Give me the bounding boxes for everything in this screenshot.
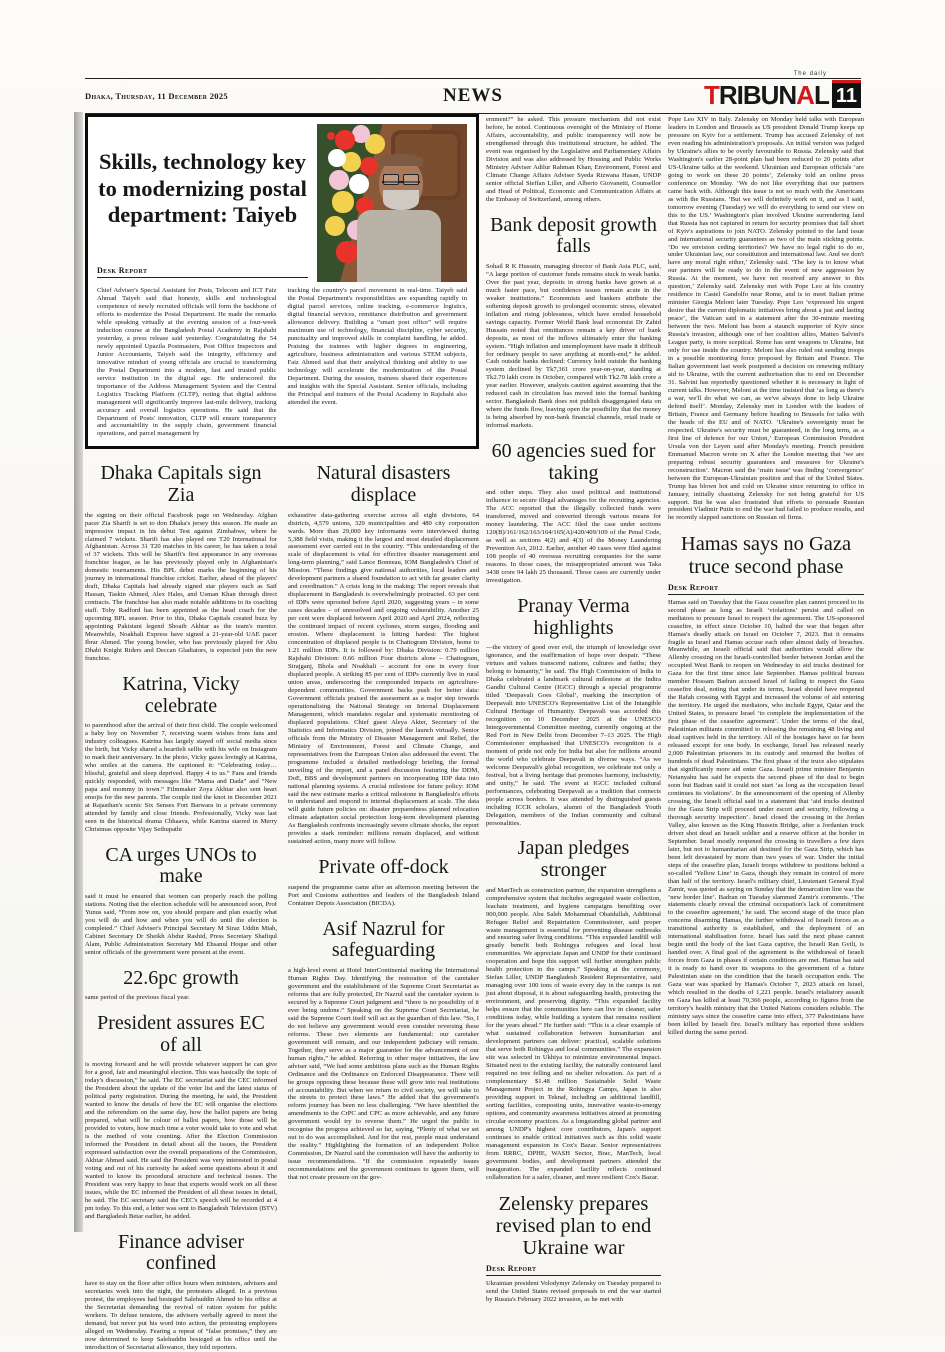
left-column-group: [85, 114, 479, 1352]
column-2: [288, 452, 479, 1351]
body-growth: same period of the previous fiscal year.: [85, 994, 190, 1002]
sub-columns: [85, 452, 479, 1351]
article-katrina-vicky: [85, 674, 277, 834]
article-private-offdock: [288, 857, 479, 908]
body-dhaka-capitals: the signing on their official Facebook page on Wednesday. Afghan pacer Zia Sharifi is set to don Dhaka's jersey this season. He made an impressive impact in his debut Test against Zimbabwe, where he claimed 7 wickets. Sharifi has also played one T20 International for Afghanistan. Across 31 T20 matches in his career, he has taken a total of 37 wickets. This will be Sharifi's first appearance in any overseas franchise league, as he has previously played only in Afghanistan's domestic tournaments. His BPL debut marks the beginning of his journey in international franchise cricket. Earlier, ahead of the players' draft, Dhaka Capitals had already signed star players such as Saif Hassan, Taskin Ahmed, Alex Hales, and Usman Khan through direct contracts. The franchise has also made notable additions to its coaching staff. Toby Radford has been appointed as the head coach for the upcoming BPL season. Prior to this, Dhaka Capitals created buzz by appointing Pakistani legend Shoaib Akhtar as the team's mentor. Meanwhile, Noakhali Express have signed a 21-year-old UAE pacer Ibrar Ahmed. The young bowler, who has previously played for Abu Dhabi Knight Riders and Deccan Gladiators, is expected join the new franchise.: [85, 511, 277, 663]
headline-natural-disasters: Natural disasters displace: [316, 462, 451, 506]
byline-desk-report-hamas: Desk Report: [668, 583, 864, 595]
column-3: [486, 114, 661, 1352]
brand-letter-t: T: [703, 80, 719, 110]
article-hamas-gaza: [668, 533, 864, 1037]
headline-private-offdock: Private off-dock: [318, 856, 449, 879]
date-line: Dhaka, Thursday, 11 December 2025: [85, 91, 228, 101]
headline-pranay-verma: Pranay Verma highlights: [517, 595, 630, 639]
headline-katrina-vicky: Katrina, Vicky celebrate: [122, 673, 240, 717]
headline-japan-pledges: Japan pledges stronger: [517, 837, 630, 882]
brand-tagline: The daily: [793, 71, 827, 77]
brand-logo: [621, 71, 861, 110]
article-japan-pledges: [486, 838, 661, 1181]
body-ca-unos: said it must be ensured that women can properly reach the polling stations. Noting that the election schedule will be announced soon, Prof Yunus said, “From now on, you should prepare and plan exactly what you will do and how and when you will do until the election is completed.” Chief Adviser's Principal Secretary M Siraz Uddin Miah, Cabinet Secretary Dr Sheikh Abdur Rashid, Press Secretary Shafiqul Alam, Public Administration Secretary Md Ehsanul Hoque and other senior officials of the government were present at the event.: [85, 892, 277, 956]
article-zelensky: [486, 1193, 661, 1304]
body-pranay-verma: —the victory of good over evil, the triumph of knowledge over ignorance, and the reaffirmation of hope over despair. “These virtues and values transcend nations, cultures and faiths; they belong to humanity,” he said. The High Commission of India in Dhaka celebrated a landmark cultural milestone at the Indira Gandhi Cultural Centre (IGCC) through a special programme titled ‘Deepavali Goes Global’, marking the inscription of Deepavali into UNESCO's Representative List of the Intangible Cultural Heritage of Humanity. Deepavali was accorded this recognition on 10 December 2025 at the UNESCO Intergovernmental Committee meeting, currently ongoing at the Red Fort in New Delhi from December 7–13 2025. The High Commissioner emphasised that UNESCO's recognition is a moment of pride not only for India but also for millions around the world who celebrate Deepavali in diverse ways. “As we welcome Deepavali's global recognition, we celebrate not only a festival, but a living heritage that promotes harmony, inclusivity, and unity,” he said. The event at IGCC included cultural performances, celebrating Deepavali as a tradition that connects people across borders. It was attended by distinguished guests including ICCR scholars, alumni of the Bangladesh Youth Delegation, members of the Indian community and cultural personalities.: [486, 644, 661, 827]
jump-asif-nazrul-continuation: ernment?” he asked. This pressure mechanism did not exist before, he noted. Continuous oversight of the Ministry of Home Affairs, accountability, and public transparency will now be strengthened through this institutional structure, he added. The event was organised by the Legislative and Parliamentary Affairs Division and was also addressed by Housing and Public Works Ministry Adviser Adilur Rahman Khan, Environment, Forest and Climate Change Affairs Adviser Syeda Rizwana Hasan, UNDP senior official Steffan Liller, and Alberto Giovanetti, Counsellor and Head of Political, Economic and Communication Affairs at the Embassy of Switzerland, among others.: [486, 116, 661, 203]
scan-edge-shadow: [74, 112, 83, 1232]
body-finance-adviser: have to stay on the floor after office hours when ministers, advisers and secretaries work into the night, the protesters alleged. In a previous protest, the employees had besieged Salehuddin Ahmed to his office at the Secretariat demanding the revival of ration system for public workers. To defuse tensions, the advisers verbally agreed to meet the demand, but never put his word into action, the protesting employees alleged on Wednesday. Fearing a repeat of “false promises,” they are now determined to keep Salehuddin besieged at his office until the introduction of Secretariat allowance, they told reporters.: [85, 1280, 277, 1351]
body-japan-pledges: and ManTech as construction partner, the expansion strengthens a comprehensive system that includes segregated waste collection, leachate treatment, and hygiene campaigns benefiting over 900,000 people. Abu Saleh Mohammad Obaidullah, Additional Refugee Relief and Repatriation Commissioner, said proper waste management is essential for preventing disease outbreaks and ensuring safer living conditions. “This expanded landfill will greatly benefit both Rohingya refugees and local host communities. We appreciate Japan and UNDP for their continued cooperation and hope this support will further strengthen public health protection in the camps.” Speaking at the ceremony, Stefan Liller, UNDP Bangladesh Resident Representative, said managing over 100 tons of waste every day in the camps is not just about disposal, it is about safeguarding health, protecting the environment, and preserving dignity. “This expanded facility helps ensure that the communities here can live in cleaner, safer conditions today, while building a system that remains resilient for the years ahead.” He further said: “This is a clear example of what sustained collaboration between humanitarian and development partners can deliver: practical, scalable solutions that serve both Rohingya and local communities.” The expansion site was selected in Ukhiya to minimize environmental impact. Situated next to the existing facility, the naturally contoured land required no tree felling and no shelter relocation. As part of a complementary $1.48 million Sustainable Solid Waste Management Project in the Rohingya Camps, Japan is also providing support in Teknaf, including an additional landfill, sorting facilities, composting units, innovative waste-to-energy options, and community awareness initiatives aimed at promoting circular economy practices. As a longstanding global partner and among UNDP's highest core contributors, Japan's support continues to enable critical initiatives such as this solid waste management expansion in Cox's Bazar. Senior representatives from RRRC, DPHE, WASH Sector, Brac, ManTech, local government bodies, and development partners attended the inauguration. The expanded facility reflects continued collaboration for a safer, cleaner, and more resilient Cox's Bazar.: [486, 886, 662, 1181]
brand-letters-mid: RIBUN: [718, 80, 797, 110]
article-60-agencies: [486, 441, 661, 585]
headline-hamas-gaza: Hamas says no Gaza truce second phase: [680, 533, 852, 578]
body-natural-disasters: exhaustive data-gathering exercise across all eight divisions, 64 districts, 4,579 unions, 329 municipalities and 480 city corporation wards. More than 29,000 key informants were interviewed during 5,388 field visits, making it the largest and most detailed displacement assessment ever carried out in the country. “This understanding of the scale of displacement is vital for effective disaster management and long-term planning,” said Lance Bonneau, IOM Bangladesh's Chief of Mission. “These findings give national authorities, local leaders and development partners a shared foundation to act with far greater clarity and coordination.” A crisis long in the making: The report reveals that displacement in Bangladesh is overwhelmingly protracted. 63 per cent of IDPs were uprooted before April 2020, suggesting years – in some cases decades – of unresolved and ongoing vulnerability. Another 25 per cent were displaced between April 2020 and April 2024, reflecting the continued impact of recent cyclones, storm surges, flooding and erosion. Where displacement is hitting hardest: The highest concentration of displaced people is in Chattogram Division, home to 1.21 million IDPs. It is followed by: Dhaka Division: 0.79 million Rajshahi Division: 0.66 million Four districts alone – Chattogram, Sirajganj, Bhola and Noakhali – account for one in every four displaced people. A striking 85 per cent of IDPs currently live in rural union areas, underscoring the compounded impacts on agriculture-dependent communities. Government backs push for better data: Government officials praised the assessment as a major step towards operationalising the National Strategy on Internal Displacement Management, which mandates regular and systematic monitoring of displaced populations. Chief guest Aleya Akter, Secretary of the Statistics and Informatics Division, joined the launch virtually. Senior officials from the Ministry of Disaster Management and Relief, the Ministry of Environment, Forest and Climate Change, and representatives from the European Union also addressed the event. The programme included a detailed methodology briefing, the formal unveiling of the report, and a panel discussion featuring the DDM, DoE, BBS and development partners on incorporating IDP data into national planning systems. A crucial milestone for future policy: IOM said the new estimate marks a critical milestone in Bangladesh's efforts to understand and respond to internal displacement at scale. The data will guide future policies on: disaster preparedness planned relocation climate adaptation social protection long-term development planning As Bangladesh confronts increasingly severe climate shocks, the report provides a stark reminder: millions remain displaced, and without sustained action, many more will follow.: [288, 511, 479, 846]
lead-article-top: [97, 124, 467, 282]
body-katrina-vicky: to parenthood after the arrival of their first child. The couple welcomed a baby boy on November 7, receiving warm wishes from fans and industry colleagues. Katrina has largely stayed off social media since the birth, but Vicky shared a heartfelt selfie with his wife on Instagram to mark their anniversary. In the photo, Vicky gazes lovingly at Katrina, who smiles at the camera. He captioned it: “Celebrating today… blissful, grateful and sleep deprived. Happy 4 to us.” Fans and friends quickly responded, with messages like “Mama and Dada” and “New papa and mommy in town.” Filmmaker Zoya Akhtar also sent heart emojis for the new parents. The couple tied the knot in December 2021 at Rajasthan's scenic Six Senses Fort Barwara in a private ceremony attended by family and close friends. Professionally, Vicky was last seen in the historical drama Chhaava, while Katrina starred in Merry Christmas opposite Vijay Sethupathi: [85, 722, 277, 833]
lead-headline: Skills, technology key to modernizing postal department: Taiyeb: [98, 149, 307, 228]
headline-ca-unos: CA urges UNOs to make: [105, 843, 257, 888]
person-hair: [379, 154, 423, 166]
person-shirt: [357, 210, 441, 282]
page-number-badge: 11: [832, 80, 861, 108]
headline-bank-deposit: Bank deposit growth falls: [490, 213, 657, 258]
headline-president-ec: President assures EC of all: [97, 1012, 265, 1056]
column-1: [85, 452, 277, 1351]
body-private-offdock: suspend the programme came after an afternoon meeting between the Port and Customs authorities and leaders of the Bangladesh Inland Container Depots Association (BICDA).: [288, 883, 479, 907]
brand-letter-a: A: [796, 80, 814, 110]
headline-dhaka-capitals: Dhaka Capitals sign Zia: [100, 462, 262, 506]
lead-article-body: [97, 287, 467, 438]
brand-wordmark: [704, 82, 829, 108]
brand-letter-l: L: [813, 80, 829, 110]
body-bank-deposit: Sohail R K Hussain, managing director of Bank Asia PLC, said, “A large portion of customer funds remains stuck in weak banks. Over the past year, deposits in strong banks have grown at a much faster pace, but confidence issues remain acute in the weaker institutions.” Economists and bankers attribute the softening deposit growth to prolonged economic stress, elevated inflation and rising joblessness, which have eroded household savings capacity. Former World Bank lead economist Dr Zahid Hussain noted that remittances remain a key driver of bank deposits, as most of the inflows ultimately enter the banking system. “High inflation and unemployment have made it difficult for ordinary people to save anything at month-end,” he added. Cash outside banks declined: Currency held outside the banking system declined by Tk7,361 crore year-on-year, standing at Tk2.70 lakh crore in October, compared with Tk2.78 lakh crore a year earlier. However, analysts caution against assuming that the reduced cash in circulation has moved into the formal banking sector. Bangladesh Bank does not publish disaggregated data on where the funds flow, leaving open the possibility that the money is being absorbed by non-bank financial channels, retail trade or informal markets.: [486, 262, 661, 430]
jump-zelensky-continuation: Pope Leo XIV in Italy. Zelensky on Monday held talks with European leaders in London and Brussels as US president Donald Trump keeps up pressure on Kyiv for a settlement. Trump has accused Zelensky of not even reading his administration's proposals. An initial version was judged by Ukraine's allies to be overly favourable to Russia. Zelensky said that Washington's earlier 28-point plan had been reduced to 20 points after US-Ukraine talks at the weekend. Ukrainian and European officials ‘are going to work on these 20 points’, Zelensky told an online press conference on Monday. ‘We do not like everything that our partners came back with. Although this issue is not so much with the Americans as with the Russians. ‘But we will definitely work on it, and as I said, tomorrow evening (Tuesday) we will do everything to send our view on this to the US.’ Washington's plan involved Ukraine surrendering land that Russia has not captured in return for security promises that fall short of Kyiv's aspirations to join NATO. Zelensky pointed to the land issue and international security guarantees as two of the main sticking points. ‘Do we envision ceding territories? We have no legal right to do so, under Ukrainian law, our constitution and international law. And we don't have any moral right either,’ Zelensky said. ‘The key is to know what our partners will be ready to do in the event of new aggression by Russia. At the moment, we have not received any answer to this question,’ Zelensky said. Zelensky met with Pope Leo at his country residence in Castel Gandolfo near Rome, and is to meet Italian prime minister Giorgia Meloni later Tuesday. Pope Leo ‘expressed his urgent desire that the current diplomatic initiatives bring about a just and lasting peace’, the Vatican said in a statement after the 30-minute meeting between the two. Meloni has been a staunch supporter of Kyiv since Russia's invasion, although one of her coalition allies, Matteo Salvini's League party, is more sceptical. Rome has sent weapons to Ukraine, but only for use inside the country. Meloni has also ruled out sending troops in a possible monitoring force proposed by Britain and France. The Italian government last week postponed a decision on renewing military aid to Ukraine, with the current authorisation due to end on December 31. Salvini has reportedly questioned whether it is necessary in light of current talks. However, Meloni at the time insisted that ‘as long as there's a war, we'll do what we can, as we've always done to help Ukraine defend itself’. Monday, Zelensky met in London with the leaders of Britain, France and Germany before heading to Brussels for talks with the heads of the EU and of NATO. ‘Ukraine's sovereignty must be respected. Ukraine's security must be guaranteed, in the long term, as a first line of defence for our Union,’ European Commission President Ursula von der Leyen said after Monday's meeting. French president Emmanuel Macron wrote on X after the London meeting that ‘we are preparing robust security guarantees and measures for Ukraine's reconstruction’. Macron said the ‘main issue’ was finding ‘convergence’ between the European-Ukrainian position and that of the United States. Trump has blown hot and cold on Ukraine since returning to office in January, initially chastising Zelensky for not being grateful for US support. But he was also frustrated that efforts to persuade Russian president Vladimir Putin to end the war had failed to produce results, and he recently slapped sanctions on Russian oil firms.: [668, 116, 865, 522]
headline-growth: 22.6pc growth: [123, 966, 239, 989]
headline-finance-adviser: Finance adviser confined: [117, 1230, 245, 1275]
person-beard: [383, 190, 419, 210]
article-pranay-verma: [486, 596, 661, 827]
body-hamas-gaza: Hamas said on Tuesday that the Gaza ceasefire plan cannot proceed to its second phase as long as Israeli ‘violations’ persist and called on mediators to pressure Israel to respect the agreement. The US-sponsored ceasefire, in effect since October 10, halted the war that began after Hamas's deadly attack on Israel on October 7, 2023. But it remains fragile as Israel and Hamas accuse each other almost daily of breaches. Meanwhile, an Israeli official said that authorities would allow the Allenby crossing on the Israeli-controlled border between Jordan and the occupied West Bank to reopen on Wednesday to aid trucks destined for Gaza for the first time since late September. Hamas political bureau member Hossam Badran accused Israel of failing to respect the Gaza ceasefire deal, noting that under its terms, Israel should have reopened the Rafah crossing with Egypt and increased the volume of aid entering the territory. He urged the mediators, who include Egypt, Qatar and the United States, to pressure Israel ‘to complete the implementation of the first phase of the ceasefire agreement’. Under the terms of the deal, Palestinian militants committed to releasing the remaining 48 living and dead captives held in the territory. All of the hostages have so far been released except for one body. In exchange, Israel has released nearly 2,000 Palestinian prisoners in its custody and returned the bodies of hundreds of dead Palestinians. The first phase of the truce also stipulates that significantly more aid enter Gaza. Israeli prime minister Benjamin Netanyahu has said he expects the second phase of the deal to begin soon but Badran said it could not start ‘as long as the occupation Israel continues its violations’. In the announcement of the opening of Allenby crossing, the Israeli official said in a statement that ‘aid trucks destined for the Gaza Strip will proceed under escort and security, following a thorough security inspection’. Israel closed the crossing in the Jordan Valley, also known as the King Hussein Bridge, after a Jordanian truck driver shot dead an Israeli soldier and a reserve officer at the border in September. Israel mostly reopened the crossing to travellers a few days later, but not to humanitarian aid destined for the Gaza Strip, which has been left devastated by more than two years of war. Under the initial steps of the ceasefire plan, Israeli troops withdrew to positions behind a so-called ‘Yellow Line’ in Gaza, though they remain in control of more than half of the territory. Israel's military chief, Lieutenant General Eyal Zamir, was quoted as saying on Sunday that the demarcation line was the ‘new border line’. Badran on Tuesday slammed Zamir's comments. ‘The statements clearly reveal the criminal occupation's lack of commitment to the ceasefire agreement,’ he said. The second stage of the truce plan concerns disarming Hamas, the further withdrawal of Israeli forces as a transitional authority is established, and the deployment of an international stabilisation force. Israel has said the next phase cannot begin until the body of the last Gaza captive, the Israeli Ran Gvili, is handed over. A final goal of the agreement is the withdrawal of Israeli forces from Gaza in phases if certain conditions are met. Hamas has said it is ready to hand over its weapons to the government of a future Palestinian state on the condition that the Israeli occupation ends. The Gaza war was sparked by Hamas's October 7, 2023 attack on Israel, which resulted in the deaths of 1,221 people. Israel's retaliatory assault on Gaza has killed at least 70,366 people, according to figures from the territory's health ministry that the United Nations considers reliable. The ministry says since the ceasefire came into effect, 377 Palestinians have been killed by Israeli fire. Israel's military has reported three soldiers killed during the same period.: [668, 598, 864, 1036]
article-natural-disasters: [288, 463, 479, 846]
headline-zelensky: Zelensky prepares revised plan to end Ukraine war: [495, 1192, 652, 1259]
lead-body-col1: Chief Adviser's Special Assistant for Posts, Telecom and ICT Faiz Ahmad Taiyeb said that honesty, skills and technological competence of newly recruited officials will form the backbone of efforts to modernize the Postal Department. He made the remarks while speaking virtually at the evening session of a four-week induction course at the Bangladesh Postal Academy in Rajshahi yesterday, a press release said yesterday. Congratulating the 54 newly appointed Upazila Postmasters, Post Office Inspectors and Junior Accountants, Taiyeb said the integrity, efficiency and innovative mindset of young officials are crucial to transforming the Postal Department into a modern, fast and trusted public service institution in the digital age. He underscored the importance of the Address Management System and the Central Logistics Tracking Platform (CLTP), noting that digital address management will significantly improve last-mile delivery, tracking accuracy and overall logistics operations. He said that the Department of Posts' innovation, CLTP will ensure transparency and accountability in the supply chain, government financial operations, and parcel management by: [97, 287, 277, 438]
article-postal-modernization: [85, 114, 479, 449]
article-dhaka-capitals: [85, 463, 277, 663]
glasses-icon: [382, 174, 420, 183]
photo-taiyeb: [317, 124, 467, 282]
article-bank-deposit: [486, 215, 661, 431]
lead-body-col2: tracking the country's parcel movement in real-time. Taiyeb said the Postal Department's responsibilities are expanding rapidly in digital parcel services, online tracking, e-commerce logistics, digital financial services, remittance distribution and government allowance delivery. Building a “smart post office” will require maximum use of technology, financial discipline, cyber security, punctuality and improved skills in complaint handling, he added. Praising the trainees with higher degrees in engineering, agriculture, business administration and various STEM subjects, Faiz Ahmed said that their analytical thinking and ability to use technology will accelerate the modernization of the Postal Department. During the session, trainees shared their experiences and insights with the Special Assistant. Senior officials, including the Principal and trainers of the Postal Academy in Rajshahi also attended the event.: [287, 287, 467, 406]
article-ca-unos: [85, 845, 277, 957]
lead-article-head: [97, 124, 308, 282]
column-4: [668, 114, 864, 1352]
article-asif-nazrul: [288, 919, 479, 1182]
body-president-ec: is moving forward and he will provide whatever support he can give for a good, fair and meaningful election. This was basically the topic of today's discussion,” he said. The EC secretariat said the CEC informed the President about the update of the voter list and the latest status of political party registration. During the meeting, he said, the President wanted to know the details of how the EC will organise the elections and the referendum on the same day, how the ballot papers are being prepared, what will be colour of ballot papers, how those will be provided to voters, how much time a voter would take to vote and what is the method of vote counting. After the Election Commission informed the President in detail about all the issues, the President expressed satisfaction over the overall preparations of the Commission, Akhtar Ahmed said. He said the President was very interested in postal voting and out of his curiosity he asked some questions about it and wanted to know its procedural structure and technical issues. The President was very happy to hear that experts would work on all these issues, while the EC informed the President of all these issues in detail, he said. The EC secretary said the CEC's speech will be recorded at 4 pm today. To this end, a letter was sent to Bangladesh Television (BTV) and Bangladesh Betar earlier, he added.: [85, 1061, 277, 1220]
byline-desk-report: Desk Report: [97, 266, 308, 278]
section-title: NEWS: [443, 85, 503, 106]
body-asif-nazrul: a high-level event at Hotel InterContinental marking the International Human Rights Day. Identifying the restoration of the caretaker government and the establishment of the Supreme Court Secretariat as reforms that are fully protected, Dr Nazrul said the caretaker system is secured by a Supreme Court judgment and “there is no possibility of it ever being undone.” Speaking on the Supreme Court Secretariat, he said the Supreme Court itself will act as the guardian of this law. “So, I do not believe any government would even consider reversing these reforms. These two elements are fundamental: our caretaker government will remain, and our independent judiciary will remain. Together, they serve as a major guarantee for the advancement of our human rights,” he added. Referring to other major initiatives, the law adviser said, “We had some ambitious plans such as the Human Rights Ordinance and the Ordinance on Enforced Disappearance. There will be groups opposing these because these will grow into real institutions of accountability. But when we return to civil society, we will take to the streets to protect these laws.” He added that the government's reform journey has been no less challenging. “We have identified the amendments to the CrPC and CPC as more achievable, and any future government would try to reverse them.” He urged the public to recognise the progress achieved so far, saying, “Plenty of what we set out to do was accomplished. And for the rest, people must understand the reality.” Highlighting the formation of an independent Police Commission, Dr Nazrul said the commission will have the authority to issue recommendations. “If the commission repeatedly issues recommendations and the government continues to ignore them, will that not create pressure on the gov-: [288, 966, 479, 1182]
headline-60-agencies: 60 agencies sued for taking: [491, 440, 656, 484]
body-zelensky-start: Ukrainian president Volodymyr Zelensky on Tuesday prepared to send the United States revised proposals to end the war started by Russia's February 2022 invasion, as he met with: [486, 1279, 661, 1303]
article-president-ec: [85, 1013, 277, 1221]
article-finance-adviser: [85, 1232, 277, 1352]
page-content: [85, 114, 863, 1352]
byline-desk-report-zelensky: Desk Report: [486, 1264, 661, 1276]
headline-asif-nazrul: Asif Nazrul for safeguarding: [322, 917, 445, 962]
masthead: [85, 71, 861, 114]
article-growth: [85, 968, 277, 1003]
flowers-decoration: [327, 132, 335, 140]
body-60-agencies: and other steps. They also used political and institutional influence to secure illegal advantages for the recruiting agencies. The ACC reported that the illegally collected funds were transferred, moved and converted through various means for money laundering. The ACC filed the case under sections 120(B)/161/162/163/164/165(A)/420/409/109 of the Penal Code, as well as sections 4(2) and 4(3) of the Money Laundering Prevention Act, 2012. Earlier, another 40 cases were filed against 108 people of 40 overseas recruiting companies for the same reasons. In those cases, the misappropriated amount was Taka 3438 crore 94 lakh 25 thousand. Those cases are currently under investigation.: [486, 489, 661, 585]
